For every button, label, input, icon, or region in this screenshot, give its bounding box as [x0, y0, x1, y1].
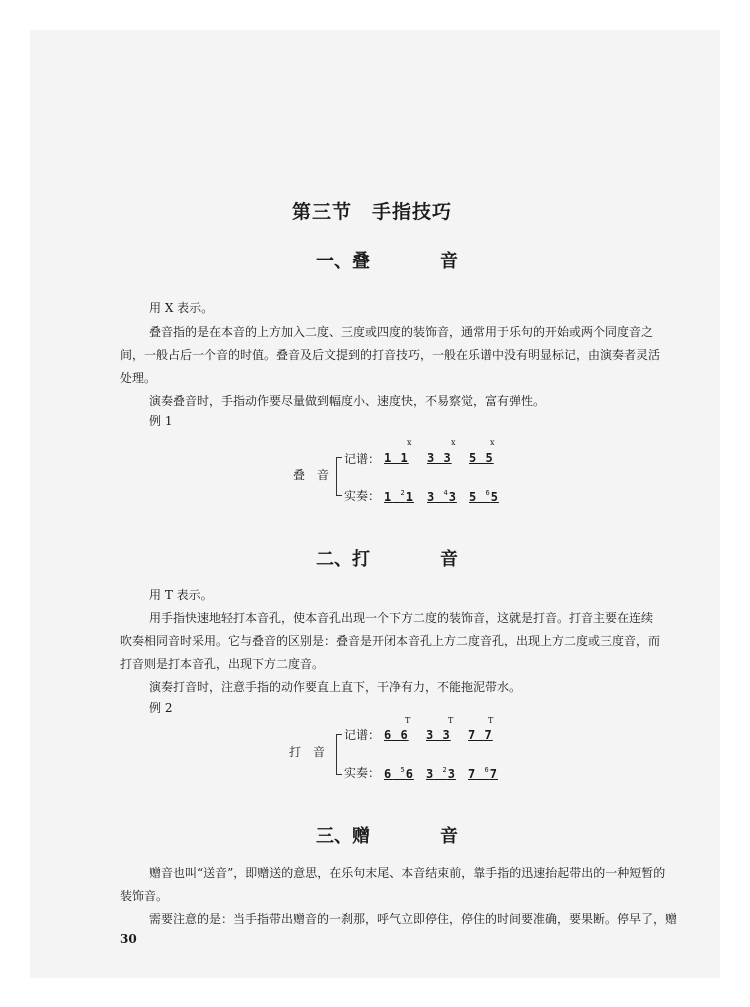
example-1-written-label: 记谱：: [344, 452, 381, 466]
ex1-played-2-first: 3: [427, 490, 436, 504]
ex1-mark-1: x: [407, 438, 412, 447]
example-2-bracket-bottom: [336, 774, 342, 775]
s2-para2: 演奏打音时，注意手指的动作要直上直下，干净有力，不能拖泥带水。: [149, 680, 522, 694]
example-1-played-label: 实奏：: [344, 489, 381, 503]
ex2-played-2-grace: 2: [442, 766, 448, 774]
ex2-played-1-grace: 5: [400, 766, 406, 774]
ex1-played-3: [469, 489, 499, 504]
s1-para2: 演奏叠音时，手指动作要尽量做到幅度小、速度快，不易察觉，富有弹性。: [149, 394, 546, 408]
ex2-mark-1: T: [405, 716, 411, 725]
heading-1-char: 音: [440, 251, 458, 272]
ex2-written-1: 6 6: [384, 728, 409, 742]
s2-para1-line3: 打音则是打本音孔，出现下方二度音。: [120, 657, 325, 671]
example-2-technique-label: 打 音: [289, 745, 326, 759]
ex2-written-3: 7 7: [468, 728, 493, 742]
ex2-played-2: [426, 766, 456, 781]
heading-3-char: 音: [440, 826, 458, 847]
ex1-played-3-first: 5: [469, 490, 478, 504]
example-2-bracket-top: [336, 734, 342, 735]
page-number: 30: [120, 932, 137, 946]
example-1-bracket-top: [336, 457, 342, 458]
s2-example-label: 例 2: [149, 701, 173, 715]
ex2-played-3: [468, 766, 498, 781]
ex1-played-2-grace: 4: [443, 489, 449, 497]
ex1-written-2: 3 3: [427, 451, 452, 465]
heading-1-num: 一、叠: [316, 251, 370, 272]
ex2-played-1-last: 6: [405, 767, 414, 781]
heading-3-num: 三、赠: [316, 826, 370, 847]
ex1-played-2: [427, 489, 457, 504]
ex1-played-1-first: 1: [384, 490, 393, 504]
ex2-played-3-last: 7: [489, 767, 498, 781]
ex1-played-1-last: 1: [405, 490, 414, 504]
ex1-played-3-last: 5: [490, 490, 499, 504]
s2-symbol-line: 用 T 表示。: [149, 588, 213, 602]
s2-para1-line1: 用手指快速地轻打本音孔，使本音孔出现一个下方二度的装饰音，这就是打音。打音主要在连续: [149, 611, 654, 625]
heading-2-num: 二、打: [316, 549, 370, 570]
ex2-mark-3: T: [488, 716, 494, 725]
ex1-played-2-last: 3: [448, 490, 457, 504]
ex2-played-2-last: 3: [447, 767, 456, 781]
section-title: 第三节 手指技巧: [292, 201, 453, 223]
example-2-played-label: 实奏：: [344, 766, 381, 780]
example-2-bracket: [336, 734, 337, 774]
ex2-mark-2: T: [448, 716, 454, 725]
s3-para1-line1: 赠音也叫“送音”，即赠送的意思，在乐句末尾、本音结束前，靠手指的迅速抬起带出的一种短暂的: [149, 866, 666, 880]
s2-para1-line2: 吹奏相同音时采用。它与叠音的区别是：叠音是开闭本音孔上方二度音孔，出现上方二度或三度音，而: [120, 634, 661, 648]
ex2-written-2: 3 3: [426, 728, 451, 742]
ex2-played-3-first: 7: [468, 767, 477, 781]
example-1-technique-label: 叠 音: [293, 468, 330, 482]
s1-symbol-line: 用 X 表示。: [149, 301, 214, 315]
ex1-written-3: 5 5: [469, 451, 494, 465]
example-1-bracket: [336, 457, 337, 495]
s3-para1-line2: 装饰音。: [120, 889, 169, 903]
example-1-bracket-bottom: [336, 495, 342, 496]
ex2-played-1: [384, 766, 414, 781]
book-page: [30, 30, 720, 978]
ex1-played-1-grace: 2: [400, 489, 406, 497]
ex1-mark-3: x: [490, 438, 495, 447]
s1-example-label: 例 1: [149, 414, 173, 428]
s1-para1-line1: 叠音指的是在本音的上方加入二度、三度或四度的装饰音，通常用于乐句的开始或两个同度音之: [149, 325, 654, 339]
ex1-written-1: 1 1: [384, 451, 409, 465]
ex2-played-3-grace: 6: [484, 766, 490, 774]
ex2-played-1-first: 6: [384, 767, 393, 781]
ex1-played-1: [384, 489, 414, 504]
heading-2-char: 音: [440, 549, 458, 570]
s1-para1-line3: 处理。: [120, 371, 157, 385]
ex1-mark-2: x: [451, 438, 456, 447]
example-2-written-label: 记谱：: [344, 728, 381, 742]
ex2-played-2-first: 3: [426, 767, 435, 781]
ex1-played-3-grace: 6: [485, 489, 491, 497]
s1-para1-line2: 间，一般占后一个音的时值。叠音及后文提到的打音技巧，一般在乐谱中没有明显标记，由演奏者灵活: [120, 348, 661, 362]
s3-para2: 需要注意的是：当手指带出赠音的一刹那，呼气立即停住，停住的时间要准确，要果断。停早了，赠: [149, 912, 678, 926]
